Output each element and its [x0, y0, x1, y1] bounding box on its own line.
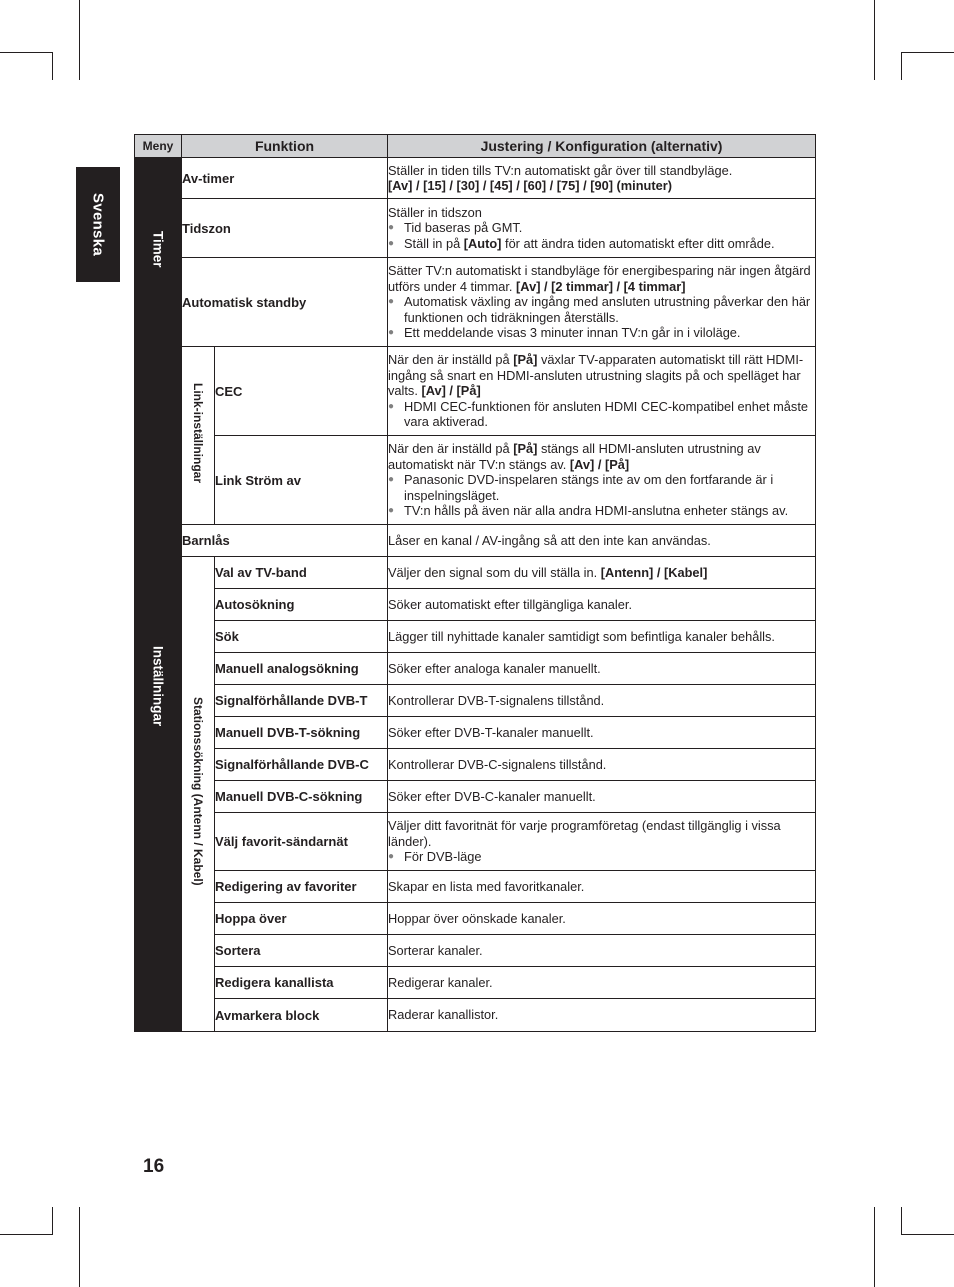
function-name: Redigering av favoriter [215, 871, 388, 903]
table-row [135, 717, 816, 749]
crop-mark [0, 52, 52, 53]
table-row [135, 436, 816, 525]
table-row [135, 653, 816, 685]
crop-mark [874, 0, 875, 80]
table-row [135, 199, 816, 258]
table-row [135, 347, 816, 436]
function-name: Signalförhållande DVB-T [215, 685, 388, 717]
table-row [135, 258, 816, 347]
table-row [135, 781, 816, 813]
function-name: Avmarkera block [215, 999, 388, 1032]
function-description: Söker efter analoga kanaler manuellt. [388, 653, 816, 685]
crop-mark [0, 1234, 52, 1235]
function-name: CEC [215, 347, 388, 436]
function-description: Skapar en lista med favoritkanaler. [388, 871, 816, 903]
function-name: Redigera kanallista [215, 967, 388, 999]
crop-mark [874, 1207, 875, 1287]
bullet-item: ● HDMI CEC-funktionen för ansluten HDMI CEC-kompatibel enhet måste vara aktiverad. [388, 399, 815, 430]
header-justering: Justering / Konfiguration (alternativ) [388, 135, 816, 158]
bullet-item: ● TV:n hålls på även när alla andra HDMI-anslutna enheter stängs av. [388, 503, 815, 519]
function-description: Ställer in tidszon ● Tid baseras på GMT. ● Ställ in på [Auto] för att ändra tiden automatiskt efter ditt område. [388, 199, 816, 258]
function-description: Raderar kanallistor. [388, 999, 816, 1032]
function-name: Manuell analogsökning [215, 653, 388, 685]
function-name: Signalförhållande DVB-C [215, 749, 388, 781]
function-name: Sortera [215, 935, 388, 967]
function-name: Tidszon [182, 199, 388, 258]
language-tab [76, 167, 120, 282]
function-description: Söker efter DVB-C-kanaler manuellt. [388, 781, 816, 813]
function-name: Link Ström av [215, 436, 388, 525]
function-description: Hoppar över oönskade kanaler. [388, 903, 816, 935]
subcategory-link: Link-inställningar [182, 347, 215, 525]
function-description: Ställer in tiden tills TV:n automatiskt går över till standbyläge. [Av] / [15] / [30] / [45] / [60] / [75] / [90] (minuter) [388, 158, 816, 199]
crop-mark [901, 52, 902, 80]
function-description: Söker automatiskt efter tillgängliga kanaler. [388, 589, 816, 621]
function-name: Välj favorit-sändarnät [215, 813, 388, 871]
crop-mark [52, 1207, 53, 1235]
language-tab-label: Svenska [89, 193, 107, 256]
function-description: Kontrollerar DVB-C-signalens tillstånd. [388, 749, 816, 781]
function-name: Av-timer [182, 158, 388, 199]
function-description: Kontrollerar DVB-T-signalens tillstånd. [388, 685, 816, 717]
function-description: Låser en kanal / AV-ingång så att den inte kan användas. [388, 525, 816, 557]
function-description: Väljer den signal som du vill ställa in. [Antenn] / [Kabel] [388, 557, 816, 589]
bullet-item: ● Panasonic DVD-inspelaren stängs inte av om den fortfarande är i inspelningsläget. [388, 472, 815, 503]
bullet-item: ● Ställ in på [Auto] för att ändra tiden automatiskt efter ditt område. [388, 236, 815, 252]
function-description: Sätter TV:n automatiskt i standbyläge för energibesparing när ingen åtgärd utförs under 4 timmar. [Av] / [2 timmar] / [4 timmar] ● Automatisk växling av ingång med ansluten utrustning påverkar den här funktionen och tidräkningen återställs. ● Ett meddelande visas 3 minuter innan TV:n går in i viloläge. [388, 258, 816, 347]
table-row [135, 557, 816, 589]
table-row [135, 967, 816, 999]
table-row [135, 685, 816, 717]
function-name: Automatisk standby [182, 258, 388, 347]
function-description: Redigerar kanaler. [388, 967, 816, 999]
category-installningar: Inställningar [135, 347, 182, 1032]
crop-mark [901, 1207, 902, 1235]
function-name: Hoppa över [215, 903, 388, 935]
table-row [135, 621, 816, 653]
function-name: Manuell DVB-C-sökning [215, 781, 388, 813]
table-row [135, 749, 816, 781]
crop-mark [79, 1207, 80, 1287]
function-description: Lägger till nyhittade kanaler samtidigt som befintliga kanaler behålls. [388, 621, 816, 653]
crop-mark [79, 0, 80, 80]
function-name: Val av TV-band [215, 557, 388, 589]
table-row [135, 158, 816, 199]
crop-mark [901, 52, 954, 53]
table-row [135, 903, 816, 935]
header-meny: Meny [135, 135, 182, 158]
page-number: 16 [143, 1156, 165, 1177]
bullet-item: ● Tid baseras på GMT. [388, 220, 815, 236]
table-row [135, 525, 816, 557]
function-name: Barnlås [182, 525, 388, 557]
function-name: Manuell DVB-T-sökning [215, 717, 388, 749]
function-name: Autosökning [215, 589, 388, 621]
function-name: Sök [215, 621, 388, 653]
function-description: När den är inställd på [På] växlar TV-apparaten automatiskt till rätt HDMI-ingång så snart en HDMI-ansluten utrustning slagits på och spelläget har valts. [Av] / [På] ● HDMI CEC-funktionen för ansluten HDMI CEC-kompatibel enhet måste vara aktiverad. [388, 347, 816, 436]
bullet-item: ● Automatisk växling av ingång med ansluten utrustning påverkar den här funktionen och tidräkningen återställs. [388, 294, 815, 325]
table-row [135, 935, 816, 967]
category-timer: Timer [135, 158, 182, 347]
bullet-item: ● Ett meddelande visas 3 minuter innan TV:n går in i viloläge. [388, 325, 815, 341]
header-funktion: Funktion [182, 135, 388, 158]
function-description: Söker efter DVB-T-kanaler manuellt. [388, 717, 816, 749]
crop-mark [901, 1234, 954, 1235]
table-row [135, 813, 816, 871]
table-row [135, 999, 816, 1032]
table-row [135, 871, 816, 903]
function-description: Sorterar kanaler. [388, 935, 816, 967]
function-description: När den är inställd på [På] stängs all HDMI-ansluten utrustning av automatiskt när TV:n stängs av. [Av] / [På] ● Panasonic DVD-inspelaren stängs inte av om den fortfarande är i inspelningsläget. ● TV:n hålls på även när alla andra HDMI-anslutna enheter stängs av. [388, 436, 816, 525]
crop-mark [52, 52, 53, 80]
bullet-item: ● För DVB-läge [388, 849, 815, 865]
header-row [135, 135, 816, 158]
subcategory-station: Stationssökning (Antenn / Kabel) [182, 557, 215, 1032]
function-description: Väljer ditt favoritnät för varje programföretag (endast tillgänglig i vissa länder). ● För DVB-läge [388, 813, 816, 871]
settings-table [134, 134, 816, 1032]
table-row [135, 589, 816, 621]
